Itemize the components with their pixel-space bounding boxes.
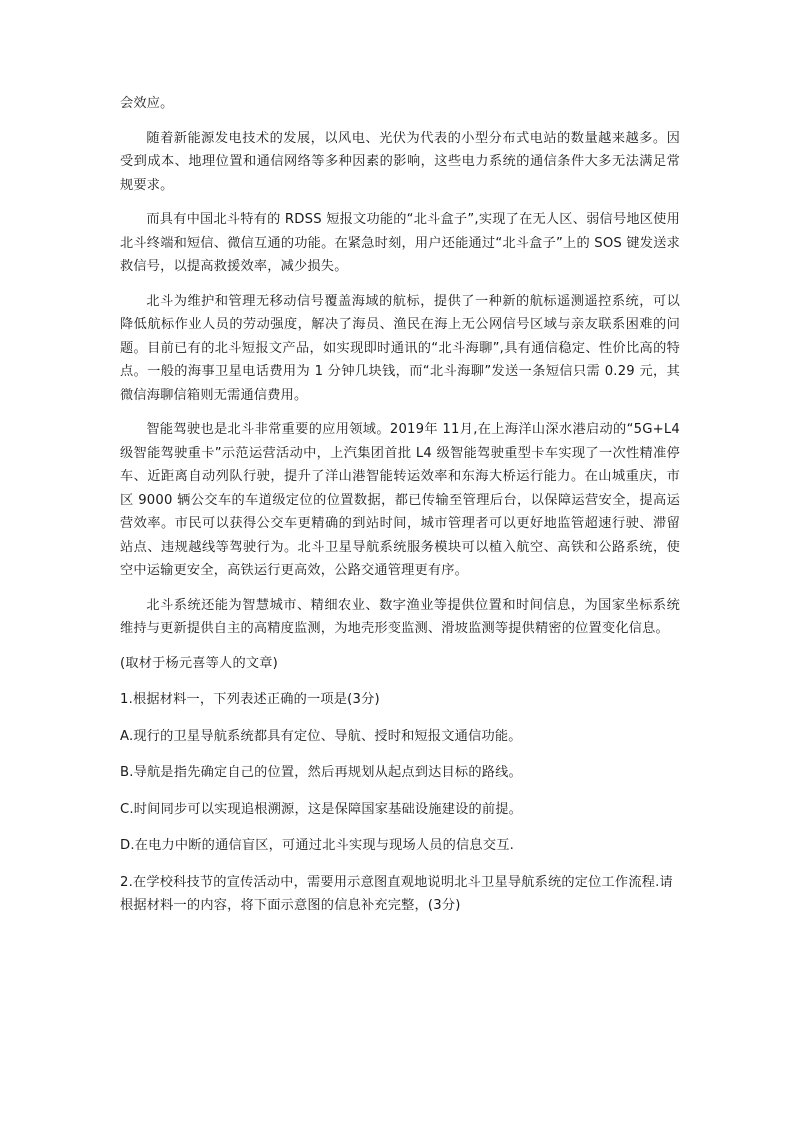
paragraph-smart-city: 北斗系统还能为智慧城市、精细农业、数字渔业等提供位置和时间信息，为国家坐标系统维持与更新提供自主的高精度监测，为地壳形变监测、滑坡监测等提供精密的位置变化信息。 (120, 597, 680, 636)
source-note: (取材于杨元喜等人的文章) (120, 655, 278, 671)
option-c: C.时间同步可以实现追根溯源，这是保障国家基础设施建设的前提。 (120, 801, 523, 817)
option-a: A.现行的卫星导航系统都具有定位、导航、授时和短报文通信功能。 (120, 728, 522, 744)
document-page (120, 92, 680, 931)
question-2: 2.在学校科技节的宣传活动中，需要用示意图直观地说明北斗卫星导航系统的定位工作流程.请根据材料一的内容，将下面示意图的信息补充完整，(3分) (120, 874, 673, 913)
option-b: B.导航是指先确定自己的位置，然后再规划从起点到达目标的路线。 (120, 765, 522, 780)
paragraph-smart-driving: 智能驾驶也是北斗非常重要的应用领域。2019年 11月,在上海洋山深水港启动的“5G+L4 级智能驾驶重卡”示范运营活动中，上汽集团首批 L4 级智能驾驶重型卡车实现了一次性精准停车、近距离自动列队行驶，提升了洋山港智能转运效率和东海大桥运行能力。在山城重庆，市区 9000 辆公交车的车道级定位的位置数据，都已传输至管理后台，以保障运营安全，提高运营效率。市民可以获得公交车更精确的到站时间，城市管理者可以更好地监管超速行驶、滞留站点、违规越线等驾驶行为。北斗卫星导航系统服务模块可以植入航空、高铁和公路系统，使空中运输更安全，高铁运行更高效，公路交通管理更有序。 (120, 422, 680, 578)
question-1: 1.根据材料一，下列表述正确的一项是(3分) (120, 692, 380, 707)
option-d: D.在电力中断的通信盲区，可通过北斗实现与现场人员的信息交互. (120, 838, 514, 853)
paragraph-continuation: 会效应。 (120, 96, 174, 111)
paragraph-beidou-box: 而具有中国北斗特有的 RDSS 短报文功能的“北斗盒子”,实现了在无人区、弱信号地区使用北斗终端和短信、微信互通的功能。在紧急时刻，用户还能通过“北斗盒子”上的 SOS 键发送求救信号，以提高救援效率，减少损失。 (120, 212, 680, 274)
paragraph-new-energy: 随着新能源发电技术的发展，以风电、光伏为代表的小型分布式电站的数量越来越多。因受到成本、地理位置和通信网络等多种因素的影响，这些电力系统的通信条件大多无法满足常规要求。 (120, 130, 680, 193)
paragraph-navigation-marks: 北斗为维护和管理无移动信号覆盖海域的航标，提供了一种新的航标遥测遥控系统，可以降低航标作业人员的劳动强度，解决了海员、渔民在海上无公网信号区域与亲友联系困难的问题。目前已有的北斗短报文产品，如实现即时通讯的“北斗海聊”,具有通信稳定、性价比高的特点。一般的海事卫星电话费用为 1 分钟几块钱，而“北斗海聊”发送一条短信只需 0.29 元，其微信海聊信箱则无需通信费用。 (120, 293, 680, 403)
